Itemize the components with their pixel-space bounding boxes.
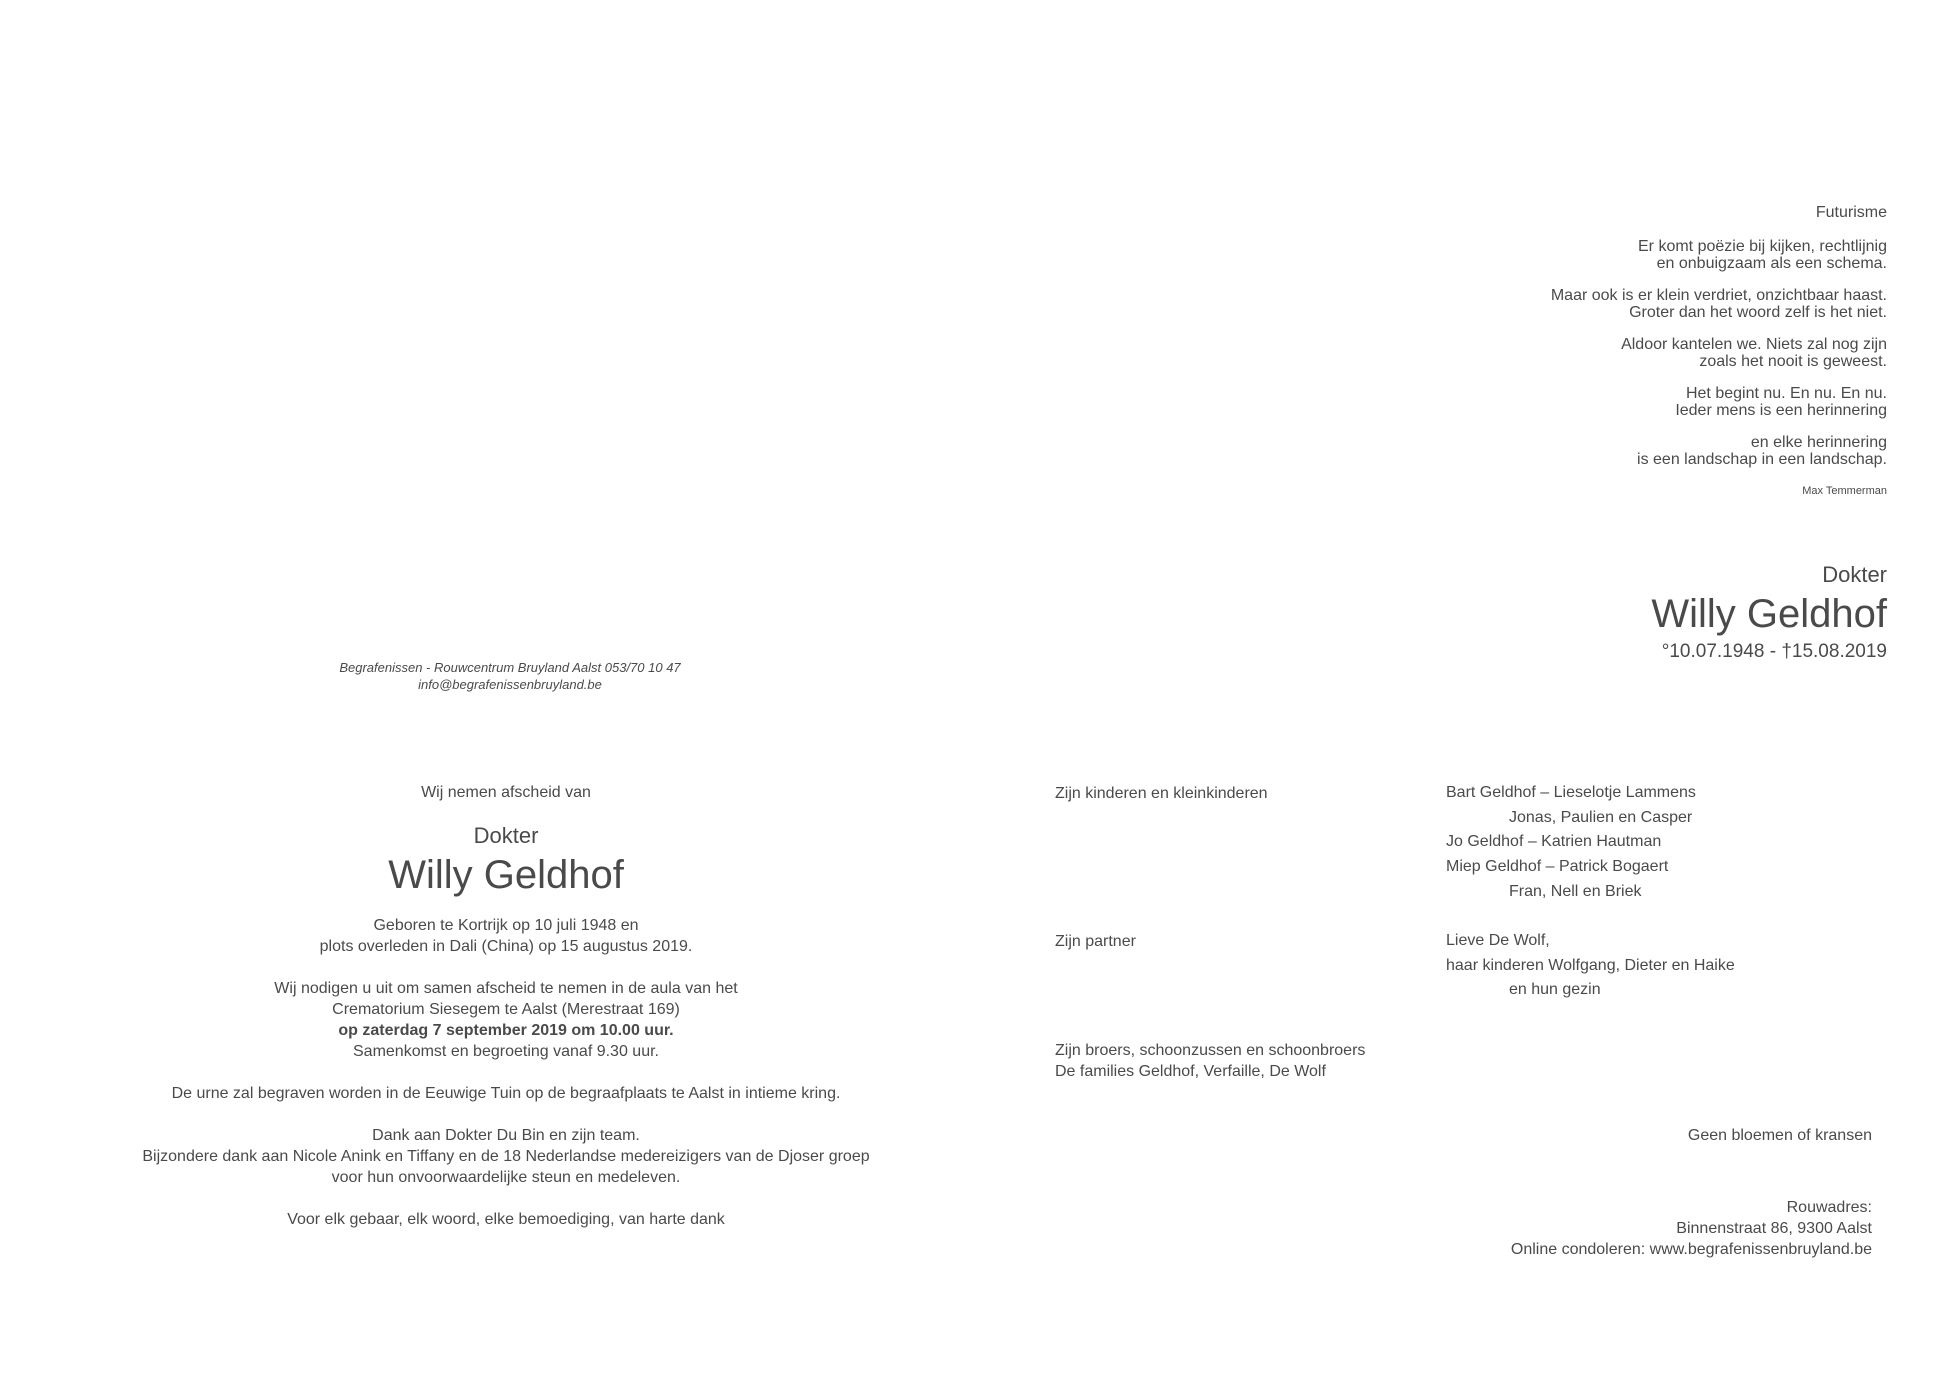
announcement-intro: Wij nemen afscheid van [421,784,591,801]
announcement [106,782,906,1230]
poem-line: Groter dan het woord zelf is het niet. [1629,304,1887,321]
invite-line: Samenkomst en begroeting vanaf 9.30 uur. [353,1043,659,1060]
poem-line: zoals het nooit is geweest. [1699,353,1887,370]
no-flowers-note: Geen bloemen of kransen [1687,1127,1872,1144]
announcement-title: Dokter [473,823,539,848]
family-member: Lieve De Wolf, [1446,932,1550,949]
died-line: plots overleden in Dali (China) op 15 augustus 2019. [319,938,693,955]
announcement-name: Willy Geldhof [388,853,624,897]
born-line: Geboren te Kortrijk op 10 juli 1948 en [373,917,639,934]
poem [1327,204,1887,500]
birth-death-block [106,915,906,957]
address-label: Rouwadres: [1786,1199,1872,1216]
poem-line: Aldoor kantelen we. Niets zal nog zijn [1621,336,1887,353]
poem-line: Er komt poëzie bij kijken, rechtlijnig [1638,238,1887,255]
family-member: Jonas, Paulien en Casper [1509,808,1693,826]
family-member: Miep Geldhof – Patrick Bogaert [1446,858,1669,876]
family-member: haar kinderen Wolfgang, Dieter en Haike [1446,956,1735,974]
thanks-line: Dank aan Dokter Du Bin en zijn team. [372,1127,640,1144]
thanks-block [106,1125,906,1188]
children-label: Zijn kinderen en kleinkinderen [1055,785,1268,802]
poem-line: Ieder mens is een herinnering [1675,402,1887,419]
siblings-label: Zijn broers, schoonzussen en schoonbroers [1055,1042,1366,1059]
urn-block [106,1083,906,1104]
poem-stanza [1327,287,1887,321]
poem-line: Het begint nu. En nu. En nu. [1685,385,1887,402]
poem-stanza [1327,385,1887,419]
urn-line: De urne zal begraven worden in de Eeuwige Tuin op de begraafplaats te Aalst in intieme kring. [171,1085,841,1102]
siblings-families: De families Geldhof, Verfaille, De Wolf [1055,1063,1326,1080]
invite-line: Wij nodigen u uit om samen afscheid te nemen in de aula van het [274,980,738,997]
siblings-block [1055,1040,1365,1082]
family-member: Jo Geldhof – Katrien Hautman [1446,833,1662,851]
family-member: Bart Geldhof – Lieselotje Lammens [1446,784,1696,801]
funeral-home-line: Begrafenissen - Rouwcentrum Bruyland Aalst 053/70 10 47 [339,660,681,675]
address: Binnenstraat 86, 9300 Aalst [1676,1220,1872,1237]
family-member: Fran, Nell en Briek [1509,882,1642,900]
thanks-line: voor hun onvoorwaardelijke steun en medeleven. [331,1169,681,1186]
partner-list [1446,929,1735,1003]
poem-stanza [1327,238,1887,272]
poem-line: is een landschap in een landschap. [1637,451,1887,468]
cover-title: Dokter [1822,562,1887,587]
family-member: en hun gezin [1509,981,1601,999]
children-list [1446,781,1696,905]
poem-line: en onbuigzaam als een schema. [1656,255,1887,272]
poem-stanza [1327,336,1887,370]
invite-line: Crematorium Siesegem te Aalst (Merestraat 169) [332,1001,680,1018]
invite-date: op zaterdag 7 september 2019 om 10.00 uur. [338,1022,674,1039]
cover-name: Willy Geldhof [1651,592,1887,636]
poem-stanza [1327,434,1887,468]
final-thanks: Voor elk gebaar, elk woord, elke bemoediging, van harte dank [287,1211,725,1228]
poem-line: Maar ook is er klein verdriet, onzichtbaar haast. [1550,287,1887,304]
online-condolences: Online condoleren: www.begrafenissenbruyland.be [1510,1241,1872,1258]
invitation-block [106,978,906,1062]
poem-title: Futurisme [1815,204,1887,221]
partner-label: Zijn partner [1055,933,1136,950]
funeral-home-email: info@begrafenissenbruyland.be [418,677,602,692]
poem-author: Max Temmerman [1802,485,1887,497]
funeral-home [310,659,710,693]
cover-dates: °10.07.1948 - †15.08.2019 [1661,641,1887,662]
cover-name-block [1387,562,1887,664]
poem-line: en elke herinnering [1750,434,1887,451]
thanks-line: Bijzondere dank aan Nicole Anink en Tiffany en de 18 Nederlandse medereizigers van de Djoser groep [142,1148,870,1165]
address-block [1272,1197,1872,1260]
